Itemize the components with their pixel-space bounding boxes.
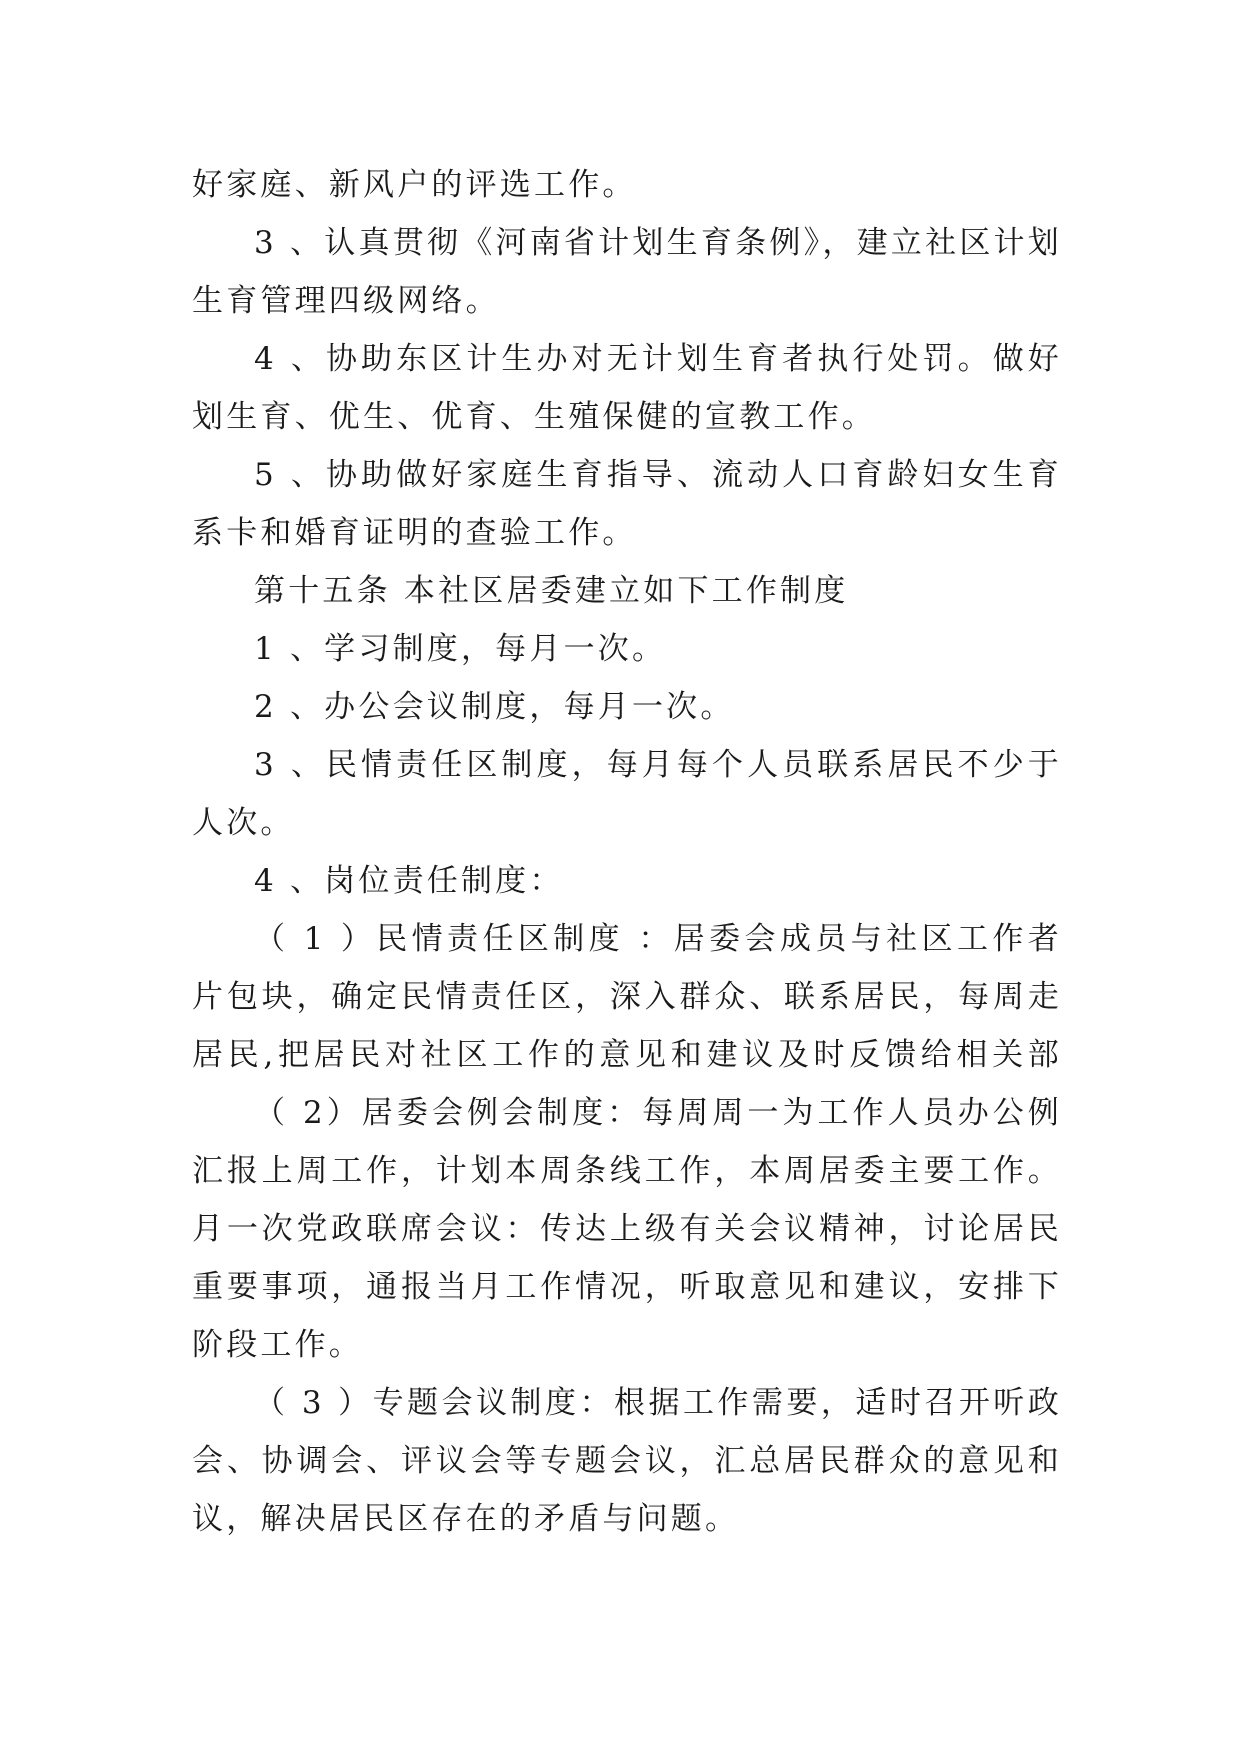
text-line: 5 、协助做好家庭生育指导、流动人口育龄妇女生育 xyxy=(254,457,1062,493)
text-line: 居民,把居民对社区工作的意见和建议及时反馈给相关部 xyxy=(192,1037,1062,1073)
text-line: 划生育、优生、优育、生殖保健的宣教工作。 xyxy=(192,399,876,435)
text-line: 1 、学习制度，每月一次。 xyxy=(254,631,667,667)
text-line: 系卡和婚育证明的查验工作。 xyxy=(192,515,637,551)
text-line: （ 2）居委会例会制度：每周周一为工作人员办公例 xyxy=(254,1095,1062,1131)
text-line: 重要事项，通报当月工作情况，听取意见和建议，安排下 xyxy=(192,1269,1062,1305)
text-line: 好家庭、新风户的评选工作。 xyxy=(192,167,637,203)
body-text xyxy=(192,156,1062,1548)
text-line: 4 、岗位责任制度： xyxy=(254,863,564,899)
text-line: 会、协调会、评议会等专题会议，汇总居民群众的意见和 xyxy=(192,1443,1062,1479)
text-line: 生育管理四级网络。 xyxy=(192,283,500,319)
text-line: 议，解决居民区存在的矛盾与问题。 xyxy=(192,1501,740,1537)
text-line: 月一次党政联席会议：传达上级有关会议精神，讨论居民 xyxy=(192,1211,1062,1247)
text-line: 片包块，确定民情责任区，深入群众、联系居民，每周走 xyxy=(192,979,1062,1015)
text-line: 3 、认真贯彻《河南省计划生育条例》，建立社区计划 xyxy=(254,225,1062,261)
text-line: （ 1 ）民情责任区制度 ：居委会成员与社区工作者 xyxy=(254,921,1062,957)
text-line: （ 3 ）专题会议制度：根据工作需要，适时召开听政 xyxy=(254,1385,1062,1421)
text-line: 人次。 xyxy=(192,805,295,841)
text-line: 3 、民情责任区制度，每月每个人员联系居民不少于 xyxy=(254,747,1062,783)
text-line: 汇报上周工作，计划本周条线工作，本周居委主要工作。 xyxy=(192,1153,1062,1189)
article-heading: 第十五条 本社区居委建立如下工作制度 xyxy=(254,573,849,609)
text-line: 2 、办公会议制度，每月一次。 xyxy=(254,689,735,725)
text-line: 阶段工作。 xyxy=(192,1327,363,1363)
text-line: 4 、协助东区计生办对无计划生育者执行处罚。做好 xyxy=(254,341,1062,377)
